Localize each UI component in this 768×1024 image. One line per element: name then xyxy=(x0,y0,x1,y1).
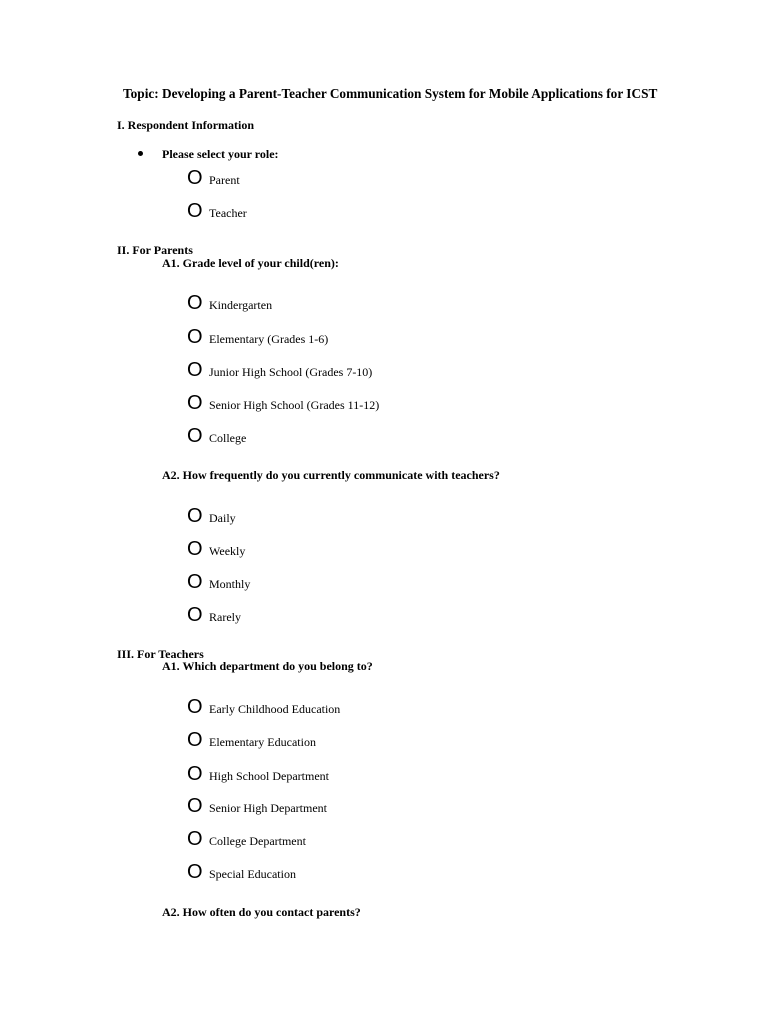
teachers-question-a2: A2. How often do you contact parents? xyxy=(162,905,361,919)
teachers-question-a1: A1. Which department do you belong to? xyxy=(162,659,373,673)
document-title: Topic: Developing a Parent-Teacher Communication System for Mobile Applications for ICST xyxy=(123,86,658,101)
option-label: Rarely xyxy=(209,610,241,624)
option-label: Kindergarten xyxy=(209,298,273,312)
option-label: Senior High Department xyxy=(209,801,327,815)
parents-question-a2: A2. How frequently do you currently communicate with teachers? xyxy=(162,468,500,482)
radio-circle-icon[interactable]: O xyxy=(187,696,203,718)
section-for-teachers-heading: III. For Teachers xyxy=(117,647,204,661)
radio-circle-icon[interactable]: O xyxy=(187,167,203,189)
radio-circle-icon[interactable]: O xyxy=(187,200,203,222)
option-label: College Department xyxy=(209,834,306,848)
radio-circle-icon[interactable]: O xyxy=(187,392,203,414)
option-label: College xyxy=(209,431,247,445)
section-for-parents-heading: II. For Parents xyxy=(117,243,193,257)
option-label: Elementary (Grades 1-6) xyxy=(209,332,329,346)
option-label: Teacher xyxy=(209,206,247,220)
radio-circle-icon[interactable]: O xyxy=(187,861,203,883)
radio-circle-icon[interactable]: O xyxy=(187,729,203,751)
radio-circle-icon[interactable]: O xyxy=(187,828,203,850)
radio-circle-icon[interactable]: O xyxy=(187,326,203,348)
option-label: Senior High School (Grades 11-12) xyxy=(209,398,380,412)
option-label: Parent xyxy=(209,173,240,187)
radio-circle-icon[interactable]: O xyxy=(187,604,203,626)
option-label: Special Education xyxy=(209,867,296,881)
parents-question-a1: A1. Grade level of your child(ren): xyxy=(162,256,339,270)
option-label: Monthly xyxy=(209,577,251,591)
radio-circle-icon[interactable]: O xyxy=(187,359,203,381)
option-label: Elementary Education xyxy=(209,735,316,749)
option-label: Early Childhood Education xyxy=(209,702,341,716)
option-label: High School Department xyxy=(209,769,329,783)
option-label: Daily xyxy=(209,511,236,525)
bullet-icon xyxy=(138,151,143,156)
section-respondent-information-heading: I. Respondent Information xyxy=(117,118,255,132)
radio-circle-icon[interactable]: O xyxy=(187,505,203,527)
role-question: Please select your role: xyxy=(162,147,279,161)
radio-circle-icon[interactable]: O xyxy=(187,425,203,447)
radio-circle-icon[interactable]: O xyxy=(187,292,203,314)
radio-circle-icon[interactable]: O xyxy=(187,538,203,560)
option-label: Junior High School (Grades 7-10) xyxy=(209,365,373,379)
radio-circle-icon[interactable]: O xyxy=(187,571,203,593)
radio-circle-icon[interactable]: O xyxy=(187,795,203,817)
option-label: Weekly xyxy=(209,544,246,558)
radio-circle-icon[interactable]: O xyxy=(187,763,203,785)
